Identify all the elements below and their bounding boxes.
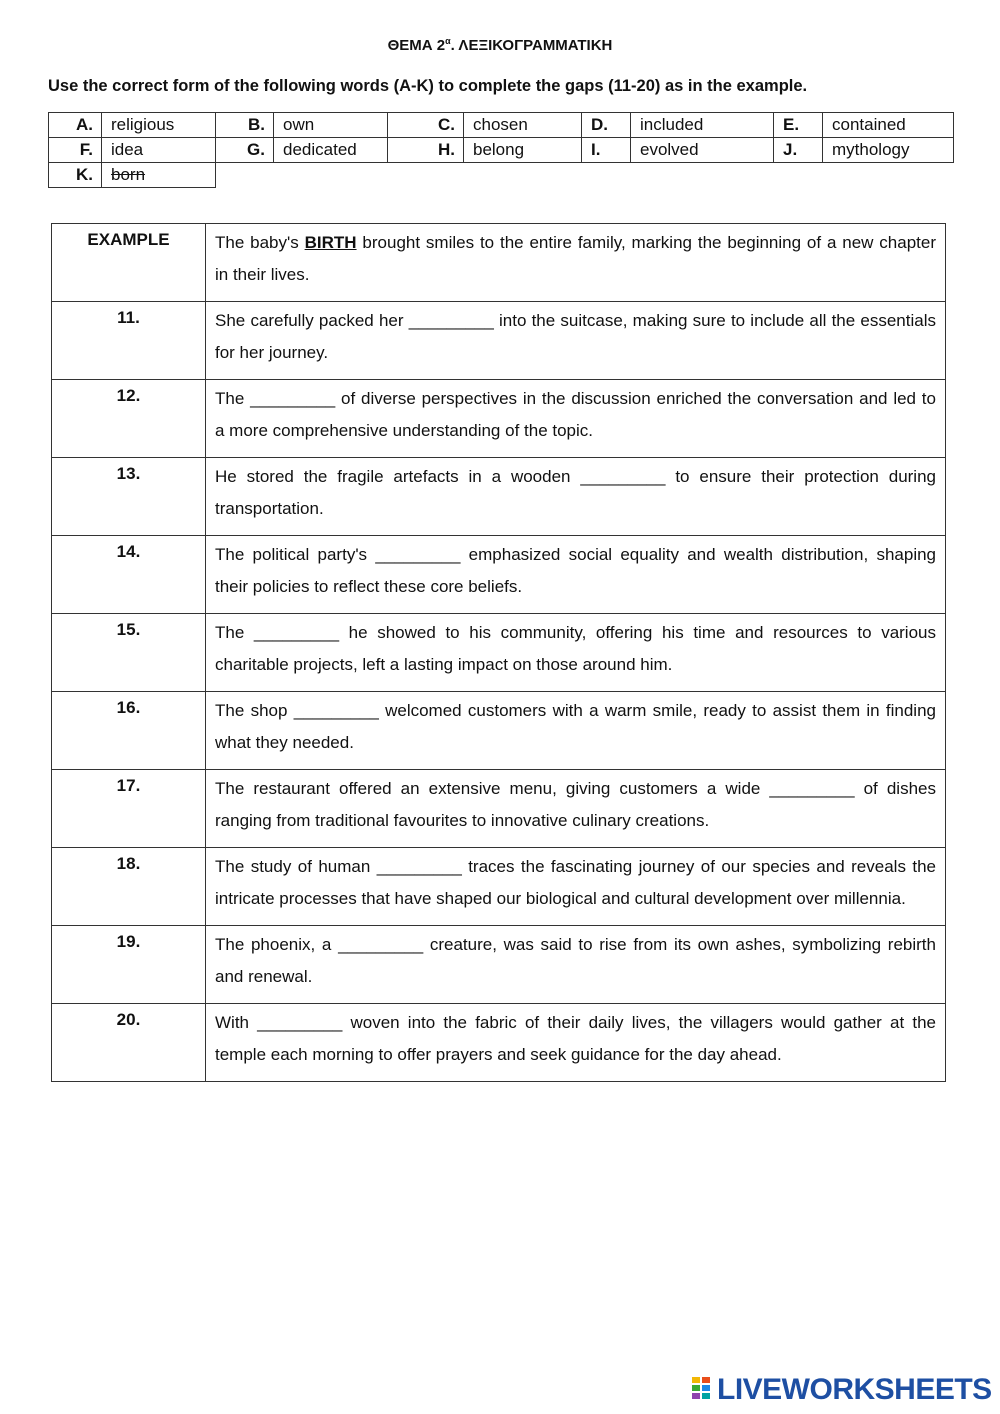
example-label: EXAMPLE bbox=[52, 224, 206, 302]
question-sentence: The restaurant offered an extensive menu, giving customers a wide _________ of dishes ranging from traditional favourites to innovative culinary creations. bbox=[206, 770, 946, 848]
question-sentence: She carefully packed her _________ into the suitcase, making sure to include all the essentials for her journey. bbox=[206, 302, 946, 380]
question-sentence: The shop _________ welcomed customers with a warm smile, ready to assist them in finding what they needed. bbox=[206, 692, 946, 770]
question-number: 19. bbox=[52, 926, 206, 1004]
word-letter: C. bbox=[388, 113, 464, 138]
word-option: evolved bbox=[631, 138, 774, 163]
word-bank bbox=[48, 112, 954, 188]
question-sentence: The study of human _________ traces the fascinating journey of our species and reveals the intricate processes that have shaped our biological and cultural development over millennia. bbox=[206, 848, 946, 926]
question-sentence: The _________ he showed to his community, offering his time and resources to various charitable projects, left a lasting impact on those around him. bbox=[206, 614, 946, 692]
question-number: 16. bbox=[52, 692, 206, 770]
word-letter: D. bbox=[582, 113, 631, 138]
word-option: chosen bbox=[464, 113, 582, 138]
question-row bbox=[52, 536, 946, 614]
question-number: 11. bbox=[52, 302, 206, 380]
question-sentence: The political party's _________ emphasized social equality and wealth distribution, shaping their policies to reflect these core beliefs. bbox=[206, 536, 946, 614]
question-row bbox=[52, 1004, 946, 1082]
question-number: 20. bbox=[52, 1004, 206, 1082]
word-letter: G. bbox=[216, 138, 274, 163]
word-option: own bbox=[274, 113, 388, 138]
word-option: belong bbox=[464, 138, 582, 163]
word-letter: H. bbox=[388, 138, 464, 163]
logo-grid-icon bbox=[692, 1377, 714, 1403]
question-row bbox=[52, 614, 946, 692]
word-option: contained bbox=[823, 113, 954, 138]
page-title: ΘΕΜΑ $2^\alpha$. ΛΕΞΙΚΟΓΡΑΜΜΑΤΙΚΗ bbox=[387, 36, 613, 54]
word-option: included bbox=[631, 113, 774, 138]
question-number: 18. bbox=[52, 848, 206, 926]
word-letter: F. bbox=[49, 138, 102, 163]
question-sentence: He stored the fragile artefacts in a wooden _________ to ensure their protection during transportation. bbox=[206, 458, 946, 536]
liveworksheets-logo bbox=[692, 1373, 992, 1407]
word-letter: I. bbox=[582, 138, 631, 163]
word-letter: B. bbox=[216, 113, 274, 138]
question-number: 13. bbox=[52, 458, 206, 536]
instructions: Use the correct form of the following words (A-K) to complete the gaps (11-20) as in the example. bbox=[48, 77, 808, 95]
logo-text: LIVEWORKSHEETS bbox=[717, 1373, 992, 1406]
question-row bbox=[52, 770, 946, 848]
question-number: 12. bbox=[52, 380, 206, 458]
question-number: 17. bbox=[52, 770, 206, 848]
example-keyword: BIRTH bbox=[304, 233, 357, 252]
word-bank-row bbox=[49, 138, 954, 163]
word-option: mythology bbox=[823, 138, 954, 163]
word-option: dedicated bbox=[274, 138, 388, 163]
word-option-used: born bbox=[102, 163, 216, 188]
example-row bbox=[52, 224, 946, 302]
question-row bbox=[52, 848, 946, 926]
example-sentence: The baby's BIRTH brought smiles to the entire family, marking the beginning of a new chapter in their lives. bbox=[206, 224, 946, 302]
word-option: idea bbox=[102, 138, 216, 163]
question-row bbox=[52, 380, 946, 458]
question-number: 14. bbox=[52, 536, 206, 614]
word-letter: A. bbox=[49, 113, 102, 138]
question-row bbox=[52, 458, 946, 536]
question-sentence: With _________ woven into the fabric of their daily lives, the villagers would gather at the temple each morning to offer prayers and seek guidance for the day ahead. bbox=[206, 1004, 946, 1082]
question-sentence: The phoenix, a _________ creature, was said to rise from its own ashes, symbolizing rebirth and renewal. bbox=[206, 926, 946, 1004]
question-row bbox=[52, 926, 946, 1004]
question-sentence: The _________ of diverse perspectives in the discussion enriched the conversation and led to a more comprehensive understanding of the topic. bbox=[206, 380, 946, 458]
question-row bbox=[52, 302, 946, 380]
word-letter: K. bbox=[49, 163, 102, 188]
question-row bbox=[52, 692, 946, 770]
word-bank-row bbox=[49, 163, 954, 188]
word-option: religious bbox=[102, 113, 216, 138]
word-letter: J. bbox=[774, 138, 823, 163]
question-number: 15. bbox=[52, 614, 206, 692]
exercise-table bbox=[51, 223, 946, 1082]
word-bank-row bbox=[49, 113, 954, 138]
word-letter: E. bbox=[774, 113, 823, 138]
